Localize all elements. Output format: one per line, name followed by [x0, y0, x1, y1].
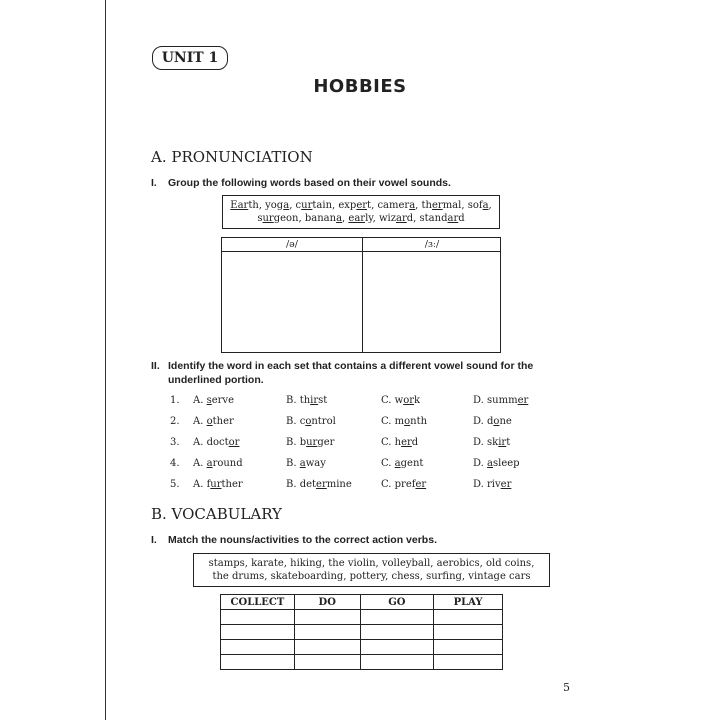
answer-option[interactable]: D. river: [473, 479, 512, 490]
underlined-portion: er: [316, 479, 327, 490]
word: expert: [338, 200, 372, 211]
answer-cell[interactable]: [434, 640, 503, 655]
answer-option[interactable]: C. herd: [381, 437, 419, 448]
table-header-divider: [222, 251, 500, 252]
answer-cell[interactable]: [294, 625, 360, 640]
underlined-portion: er: [500, 479, 512, 490]
question-number: 2.: [170, 416, 180, 427]
underlined-portion: a: [299, 458, 306, 469]
separator: ,: [289, 200, 296, 211]
answer-cell[interactable]: [294, 610, 360, 625]
instruction-a2: [151, 359, 581, 387]
underlined-portion: ur: [301, 200, 313, 211]
answer-cell[interactable]: [360, 610, 434, 625]
question-number: 4.: [170, 458, 180, 469]
underlined-portion: er: [517, 395, 529, 406]
answer-option[interactable]: B. determine: [286, 479, 352, 490]
word-list-line-1: [223, 199, 499, 212]
underlined-portion: ur: [210, 479, 222, 490]
answer-cell[interactable]: [221, 610, 295, 625]
answer-cell[interactable]: [360, 625, 434, 640]
answer-option[interactable]: D. summer: [473, 395, 529, 406]
question-row: [0, 457, 720, 471]
underlined-portion: er: [356, 200, 368, 211]
answer-option[interactable]: B. control: [286, 416, 336, 427]
vocab-words-line-2: the drums, skateboarding, pottery, chess, surfing, vintage cars: [212, 571, 531, 582]
answer-cell[interactable]: [294, 640, 360, 655]
separator: ,: [258, 200, 266, 211]
column-header-do: DO: [294, 595, 360, 610]
table-row: [221, 625, 503, 640]
word: curtain: [295, 200, 333, 211]
underlined-portion: o: [493, 416, 500, 427]
question-number: 1.: [170, 395, 180, 406]
unit-badge: UNIT 1: [152, 46, 228, 70]
answer-option[interactable]: D. done: [473, 416, 512, 427]
table-row: [221, 610, 503, 625]
question-number: 3.: [170, 437, 180, 448]
word: surgeon: [257, 213, 299, 224]
word: wizard: [378, 213, 414, 224]
answer-cell[interactable]: [434, 610, 503, 625]
question-row: [0, 478, 720, 492]
underlined-portion: a: [482, 200, 489, 211]
word: banana: [304, 213, 343, 224]
word: standard: [419, 213, 465, 224]
section-heading-vocabulary: B. VOCABULARY: [151, 505, 282, 523]
page-number: 5: [563, 681, 570, 694]
table-column-divider: [362, 238, 363, 352]
underlined-portion: Ear: [230, 200, 249, 211]
word: camera: [377, 200, 416, 211]
separator: ,: [413, 213, 420, 224]
instruction-b1: [151, 533, 581, 547]
question-row: [0, 436, 720, 450]
separator: ,: [342, 213, 349, 224]
underlined-portion: a: [336, 213, 343, 224]
underlined-portion: ur: [262, 213, 274, 224]
answer-option[interactable]: A. doctor: [193, 437, 240, 448]
underlined-portion: er: [415, 479, 427, 490]
underlined-portion: s: [206, 395, 212, 406]
column-header-long-er: /ɜː/: [424, 239, 440, 250]
word-box-vocabulary: [193, 553, 550, 587]
page-title: HOBBIES: [313, 76, 407, 97]
column-header-schwa: /ə/: [285, 239, 299, 250]
underlined-portion: o: [305, 416, 312, 427]
answer-cell[interactable]: [360, 655, 434, 670]
answer-cell[interactable]: [360, 640, 434, 655]
answer-cell[interactable]: [434, 655, 503, 670]
answer-option[interactable]: C. prefer: [381, 479, 427, 490]
column-header-collect: COLLECT: [221, 595, 295, 610]
underlined-portion: ear: [348, 213, 366, 224]
separator: ,: [372, 213, 379, 224]
underlined-portion: er: [431, 200, 443, 211]
underlined-portion: o: [206, 416, 213, 427]
answer-option[interactable]: A. around: [193, 458, 243, 469]
underlined-portion: ir: [310, 395, 319, 406]
table-row: [221, 640, 503, 655]
underlined-portion: ur: [306, 437, 318, 448]
word: sofa: [467, 200, 489, 211]
instruction-text: Match the nouns/activities to the correct action verbs.: [168, 534, 437, 546]
instruction-text: Group the following words based on their vowel sounds.: [168, 177, 451, 189]
answer-cell[interactable]: [434, 625, 503, 640]
answer-option[interactable]: B. away: [286, 458, 326, 469]
word-box-pronunciation: [222, 195, 500, 229]
underlined-portion: ar: [396, 213, 407, 224]
answer-option[interactable]: B. thirst: [286, 395, 328, 406]
word: thermal: [421, 200, 462, 211]
vocab-words-line-1: stamps, karate, hiking, the violin, volleyball, aerobics, old coins,: [208, 558, 535, 569]
instruction-a1: [151, 176, 581, 190]
underlined-portion: ar: [447, 213, 459, 224]
separator: ,: [371, 200, 378, 211]
word-list-line-2: [223, 212, 499, 225]
separator: ,: [415, 200, 422, 211]
question-number: 5.: [170, 479, 180, 490]
answer-option[interactable]: A. serve: [193, 395, 234, 406]
section-heading-pronunciation: A. PRONUNCIATION: [151, 148, 313, 166]
answer-option[interactable]: C. work: [381, 395, 421, 406]
verb-match-table: [220, 594, 503, 670]
separator: ,: [461, 200, 468, 211]
table-row: [221, 655, 503, 670]
separator: ,: [332, 200, 339, 211]
answer-option[interactable]: A. further: [193, 479, 243, 490]
underlined-portion: a: [409, 200, 416, 211]
column-header-go: GO: [360, 595, 434, 610]
word: yoga: [265, 200, 290, 211]
instruction-numeral: I.: [151, 177, 157, 189]
answer-option[interactable]: C. agent: [381, 458, 424, 469]
column-header-play: PLAY: [434, 595, 503, 610]
underlined-portion: o: [404, 416, 411, 427]
answer-cell[interactable]: [294, 655, 360, 670]
underlined-portion: or: [403, 395, 415, 406]
question-row: [0, 394, 720, 408]
answer-cell[interactable]: [221, 640, 295, 655]
vowel-sort-table: [221, 237, 501, 353]
answer-cell[interactable]: [221, 655, 295, 670]
underlined-portion: a: [206, 458, 213, 469]
answer-option[interactable]: A. other: [193, 416, 234, 427]
underlined-portion: a: [283, 200, 290, 211]
underlined-portion: or: [228, 437, 240, 448]
word: Earth: [230, 200, 259, 211]
instruction-text-line-1: Identify the word in each set that contains a different vowel sound for the: [168, 360, 534, 372]
answer-cell[interactable]: [221, 625, 295, 640]
separator: ,: [488, 200, 492, 211]
page-margin-rule: [105, 0, 106, 720]
underlined-portion: ir: [498, 437, 507, 448]
answer-option[interactable]: C. month: [381, 416, 428, 427]
underlined-portion: a: [394, 458, 401, 469]
instruction-numeral: II.: [151, 360, 160, 372]
answer-option[interactable]: B. burger: [286, 437, 335, 448]
word: early: [348, 213, 373, 224]
answer-option[interactable]: D. asleep: [473, 458, 520, 469]
underlined-portion: er: [401, 437, 412, 448]
instruction-numeral: I.: [151, 534, 157, 546]
instruction-text-line-2: underlined portion.: [168, 374, 264, 386]
answer-option[interactable]: D. skirt: [473, 437, 511, 448]
question-row: [0, 415, 720, 429]
separator: ,: [298, 213, 305, 224]
underlined-portion: a: [487, 458, 493, 469]
